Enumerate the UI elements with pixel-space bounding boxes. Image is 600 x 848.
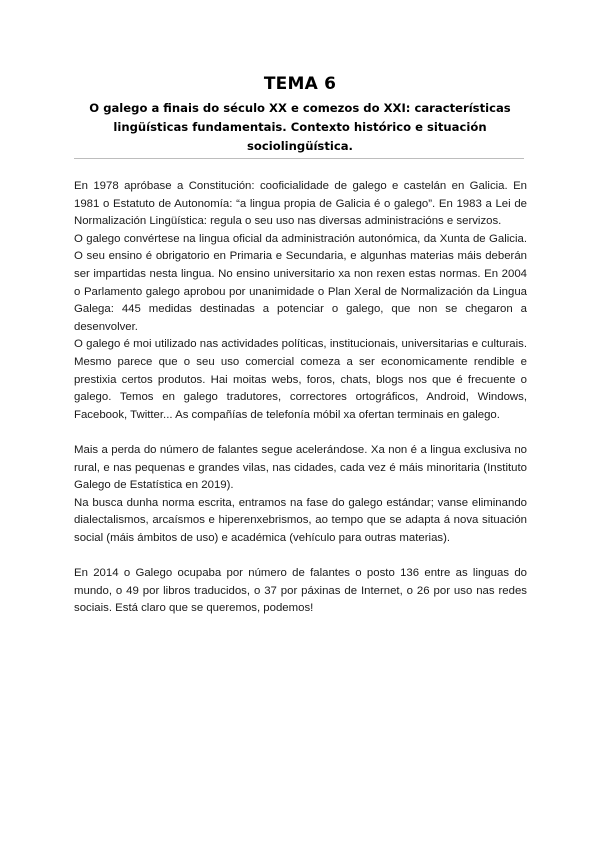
paragraph: Na busca dunha norma escrita, entramos na fase do galego estándar; vanse eliminando dialectalismos, arcaísmos e hiperenxebrismos, ao tempo que se adapta á nova situación social (máis ámbitos de uso) e académica (vehículo para outras materias). xyxy=(74,496,527,544)
paragraph: O galego é moi utilizado nas actividades políticas, institucionais, universitarias e culturais. Mesmo parece que o seu uso comercial comeza a ser economicamente rendible e prestixia certos produtos. Hai moitas webs, foros, chats, blogs nos que é frecuente o galego. Temos en galego tradutores, correctores ortográficos, Android, Windows, Facebook, Twitter... As compañías de telefonía móbil xa ofertan terminais en galego. xyxy=(74,338,527,421)
document-body xyxy=(74,178,527,618)
document-subtitle: O galego a finais do século XX e comezos do XXI: características lingüísticas fundamentais. Contexto histórico e situación sociolingüística. xyxy=(89,101,511,153)
paragraph: Mais a perda do número de falantes segue acelerándose. Xa non é a lingua exclusiva no rural, e nas pequenas e grandes vilas, nas cidades, cada vez é máis minoritaria (Instituto Galego de Estatística en 2019). xyxy=(74,443,527,492)
paragraph: En 1978 apróbase a Constitución: cooficialidade de galego e castelán en Galicia. En 1981 o Estatuto de Autonomía: “a lingua propia de Galicia é o galego”. En 1983 a Lei de Normalización Lingüística: regula o seu uso nas diversas administracións e servizos. xyxy=(74,180,527,228)
document-title: TEMA 6 xyxy=(263,74,337,94)
paragraph: O galego convértese na lingua oficial da administración autonómica, da Xunta de Galicia. O seu ensino é obrigatorio en Primaria e Secundaria, e algunhas materias máis deberán ser impartidas nesta lingua. No ensino universitario xa non rexen estas normas. En 2004 o Parlamento galego aprobou por unanimidade o Plan Xeral de Normalización da Lingua Galega: 445 medidas destinadas a potenciar o galego, que non se chegaron a desenvolver. xyxy=(74,232,527,333)
paragraph: En 2014 o Galego ocupaba por número de falantes o posto 136 entre as linguas do mundo, o 49 por libros traducidos, o 37 por páxinas de Internet, o 26 por uso nas redes sociais. Está claro que se queremos, podemos! xyxy=(74,567,527,615)
title-divider xyxy=(74,158,524,159)
